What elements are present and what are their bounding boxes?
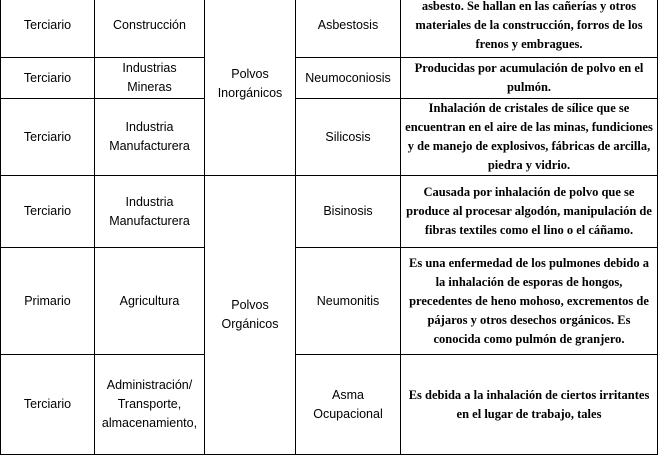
table-row [1, 99, 658, 176]
group-cell-organic: Polvos Orgánicos [205, 176, 296, 455]
group-cell-inorganic: Polvos Inorgánicos [205, 0, 296, 176]
sector-cell: Terciario [1, 0, 95, 58]
industry-cell: Industria Manufacturera [95, 99, 205, 176]
sector-cell: Terciario [1, 58, 95, 99]
table-row [1, 58, 658, 99]
sector-cell: Terciario [1, 176, 95, 248]
description-cell: Producidas por acumulación de polvo en el pulmón. [401, 58, 658, 99]
table-row [1, 355, 658, 455]
table-row [1, 248, 658, 355]
disease-cell: Neumonitis [296, 248, 401, 355]
description-cell: Es una enfermedad de los pulmones debido a la inhalación de esporas de hongos, precedentes de heno mohoso, excrementos de pájaros y otros desechos orgánicos. Es conocida como pulmón de granjero. [401, 248, 658, 355]
table-row [1, 0, 658, 58]
description-cell: asbesto. Se hallan en las cañerías y otros materiales de la construcción, forros de los frenos y embragues. [401, 0, 658, 58]
description-cell: Causada por inhalación de polvo que se produce al procesar algodón, manipulación de fibras textiles como el lino o el cáñamo. [401, 176, 658, 248]
sector-cell: Terciario [1, 99, 95, 176]
industry-cell: Industrias Mineras [95, 58, 205, 99]
disease-cell: Neumoconiosis [296, 58, 401, 99]
disease-cell: Bisinosis [296, 176, 401, 248]
industry-cell: Construcción [95, 0, 205, 58]
disease-cell: Asbestosis [296, 0, 401, 58]
table-row [1, 176, 658, 248]
description-cell: Inhalación de cristales de sílice que se encuentran en el aire de las minas, fundiciones y de manejo de explosivos, fábricas de arcilla, piedra y vidrio. [401, 99, 658, 176]
industry-cell: Industria Manufacturera [95, 176, 205, 248]
description-cell: Es debida a la inhalación de ciertos irritantes en el lugar de trabajo, tales [401, 355, 658, 455]
sector-cell: Primario [1, 248, 95, 355]
sector-cell: Terciario [1, 355, 95, 455]
industry-cell: Agricultura [95, 248, 205, 355]
disease-cell: Silicosis [296, 99, 401, 176]
industry-cell: Administración/ Transporte, almacenamiento, [95, 355, 205, 455]
disease-cell: Asma Ocupacional [296, 355, 401, 455]
